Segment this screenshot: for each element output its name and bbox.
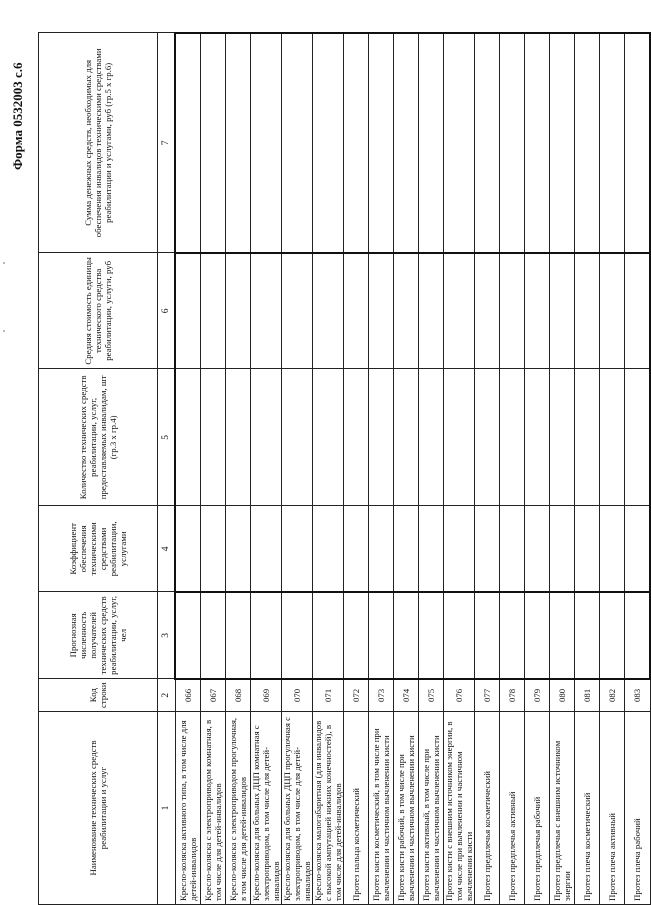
row-code: 073 <box>369 679 394 712</box>
input-cell-col3[interactable] <box>525 592 550 679</box>
input-cell-col6[interactable] <box>600 253 625 369</box>
input-cell-col3[interactable] <box>444 592 475 679</box>
input-cell-col6[interactable] <box>444 253 475 369</box>
input-cell-col7[interactable] <box>394 33 419 253</box>
input-cell-col7[interactable] <box>201 33 226 253</box>
row-name: Протез предплечья косметический <box>475 712 500 905</box>
input-cell-col4[interactable] <box>201 506 226 592</box>
input-cell-col6[interactable] <box>226 253 251 369</box>
col-number: 1 <box>158 712 176 905</box>
input-cell-col6[interactable] <box>500 253 525 369</box>
row-code: 078 <box>500 679 525 712</box>
input-cell-col6[interactable] <box>525 253 550 369</box>
input-cell-col6[interactable] <box>313 253 344 369</box>
input-cell-col3[interactable] <box>419 592 444 679</box>
input-cell-col3[interactable] <box>575 592 600 679</box>
input-cell-col3[interactable] <box>344 592 369 679</box>
input-cell-col7[interactable] <box>500 33 525 253</box>
scan-speck <box>3 330 5 332</box>
table-row <box>475 33 500 905</box>
row-code: 067 <box>201 679 226 712</box>
row-name: Протез плеча активный <box>600 712 625 905</box>
header-code: Код строки <box>39 679 158 712</box>
input-cell-col7[interactable] <box>600 33 625 253</box>
input-cell-col5[interactable] <box>369 369 394 506</box>
row-name: Кресло-коляска малогабаритная (для инвалидов с высокой ампутацией нижних конечностей), в том числе для детей-инвалидов <box>313 712 344 905</box>
row-name: Кресло-коляска активного типа, в том числе для детей-инвалидов <box>175 712 201 905</box>
row-name: Протез плеча рабочий <box>625 712 651 905</box>
input-cell-col7[interactable] <box>175 33 201 253</box>
input-cell-col3[interactable] <box>226 592 251 679</box>
input-cell-col6[interactable] <box>369 253 394 369</box>
input-cell-col6[interactable] <box>175 253 201 369</box>
row-name: Протез кисти косметический, в том числе при вычленении и частичном вычленении кисти <box>369 712 394 905</box>
input-cell-col7[interactable] <box>369 33 394 253</box>
input-cell-col3[interactable] <box>625 592 651 679</box>
table-row <box>444 33 475 905</box>
table-row <box>201 33 226 905</box>
input-cell-col7[interactable] <box>419 33 444 253</box>
input-cell-col5[interactable] <box>625 369 651 506</box>
table-row <box>550 33 575 905</box>
input-cell-col6[interactable] <box>625 253 651 369</box>
table-row <box>251 33 282 905</box>
input-cell-col6[interactable] <box>394 253 419 369</box>
input-cell-col5[interactable] <box>394 369 419 506</box>
input-cell-col7[interactable] <box>251 33 282 253</box>
row-code: 066 <box>175 679 201 712</box>
input-cell-col3[interactable] <box>394 592 419 679</box>
row-name: Кресло-коляска для больных ДЦП прогулочная с электроприводом, в том числе для детей-инвалидов <box>282 712 313 905</box>
input-cell-col7[interactable] <box>282 33 313 253</box>
row-code: 069 <box>251 679 282 712</box>
input-cell-col5[interactable] <box>419 369 444 506</box>
input-cell-col4[interactable] <box>394 506 419 592</box>
row-code: 072 <box>344 679 369 712</box>
table-row <box>625 33 651 905</box>
input-cell-col6[interactable] <box>475 253 500 369</box>
input-cell-col7[interactable] <box>226 33 251 253</box>
input-cell-col4[interactable] <box>575 506 600 592</box>
input-cell-col4[interactable] <box>525 506 550 592</box>
input-cell-col5[interactable] <box>575 369 600 506</box>
row-code: 070 <box>282 679 313 712</box>
table-row <box>575 33 600 905</box>
row-code: 077 <box>475 679 500 712</box>
input-cell-col4[interactable] <box>226 506 251 592</box>
input-cell-col4[interactable] <box>344 506 369 592</box>
input-cell-col7[interactable] <box>550 33 575 253</box>
row-name: Протез предплечья активный <box>500 712 525 905</box>
col-number: 2 <box>158 679 176 712</box>
input-cell-col3[interactable] <box>600 592 625 679</box>
col-number: 5 <box>158 369 176 506</box>
row-code: 074 <box>394 679 419 712</box>
input-cell-col3[interactable] <box>475 592 500 679</box>
input-cell-col7[interactable] <box>344 33 369 253</box>
row-code: 079 <box>525 679 550 712</box>
input-cell-col4[interactable] <box>282 506 313 592</box>
input-cell-col5[interactable] <box>344 369 369 506</box>
input-cell-col7[interactable] <box>525 33 550 253</box>
input-cell-col5[interactable] <box>525 369 550 506</box>
input-cell-col6[interactable] <box>419 253 444 369</box>
row-code: 082 <box>600 679 625 712</box>
input-cell-col5[interactable] <box>226 369 251 506</box>
header-c4: Коэффициент обеспечения техническими средствами реабилитации, услугами <box>39 506 158 592</box>
input-cell-col5[interactable] <box>251 369 282 506</box>
input-cell-col5[interactable] <box>500 369 525 506</box>
input-cell-col6[interactable] <box>282 253 313 369</box>
input-cell-col3[interactable] <box>550 592 575 679</box>
row-code: 080 <box>550 679 575 712</box>
col-number: 3 <box>158 592 176 679</box>
input-cell-col4[interactable] <box>550 506 575 592</box>
input-cell-col5[interactable] <box>175 369 201 506</box>
input-cell-col4[interactable] <box>251 506 282 592</box>
scan-speck <box>3 262 5 264</box>
header-row <box>39 33 158 905</box>
input-cell-col5[interactable] <box>444 369 475 506</box>
row-name: Кресло-коляска с электроприводом комнатная, в том числе для детей-инвалидов <box>201 712 226 905</box>
input-cell-col4[interactable] <box>444 506 475 592</box>
input-cell-col7[interactable] <box>444 33 475 253</box>
header-c7: Сумма денежных средств, необходимых для обеспечения инвалидов техническими средствами реабилитации и услугами, руб (гр.5 х гр.6) <box>39 33 158 253</box>
row-name: Протез кисти активный, в том числе при вычленении и частичном вычленении кисти <box>419 712 444 905</box>
col-number: 4 <box>158 506 176 592</box>
table-row <box>175 33 201 905</box>
input-cell-col3[interactable] <box>251 592 282 679</box>
input-cell-col7[interactable] <box>575 33 600 253</box>
input-cell-col3[interactable] <box>201 592 226 679</box>
input-cell-col4[interactable] <box>175 506 201 592</box>
input-cell-col4[interactable] <box>600 506 625 592</box>
input-cell-col5[interactable] <box>282 369 313 506</box>
input-cell-col6[interactable] <box>344 253 369 369</box>
row-name: Протез предплечья рабочий <box>525 712 550 905</box>
input-cell-col5[interactable] <box>313 369 344 506</box>
input-cell-col4[interactable] <box>419 506 444 592</box>
input-cell-col3[interactable] <box>175 592 201 679</box>
header-c6: Средняя стоимость единицы технического средства реабилитации, услуги, руб <box>39 253 158 369</box>
input-cell-col4[interactable] <box>475 506 500 592</box>
input-cell-col4[interactable] <box>313 506 344 592</box>
row-code: 075 <box>419 679 444 712</box>
input-cell-col4[interactable] <box>625 506 651 592</box>
table-row <box>600 33 625 905</box>
row-name: Протез предплечья с внешним источником энергии <box>550 712 575 905</box>
input-cell-col3[interactable] <box>313 592 344 679</box>
row-code: 081 <box>575 679 600 712</box>
col-number: 7 <box>158 33 176 253</box>
header-c5: Количество технических средств реабилитации, услуг, предоставляемых инвалидам, шт (гр.3 х гр.4) <box>39 369 158 506</box>
table-row <box>344 33 369 905</box>
row-name: Протез плеча косметический <box>575 712 600 905</box>
input-cell-col4[interactable] <box>369 506 394 592</box>
row-name: Протез кисти с внешним источником энергии, в том числе при вычленении и частичном вычленении кисти <box>444 712 475 905</box>
input-cell-col5[interactable] <box>201 369 226 506</box>
input-cell-col6[interactable] <box>575 253 600 369</box>
input-cell-col6[interactable] <box>550 253 575 369</box>
col-number: 6 <box>158 253 176 369</box>
row-code: 076 <box>444 679 475 712</box>
row-name: Протез пальца косметический <box>344 712 369 905</box>
row-code: 083 <box>625 679 651 712</box>
table-row <box>525 33 550 905</box>
header-c3: Прогнозная численность получателей технических средств реабилитации, услуг, чел <box>39 592 158 679</box>
table-row <box>282 33 313 905</box>
row-name: Кресло-коляска с электроприводом прогулочная, в том числе для детей-инвалидов <box>226 712 251 905</box>
input-cell-col7[interactable] <box>313 33 344 253</box>
input-cell-col3[interactable] <box>282 592 313 679</box>
row-code: 068 <box>226 679 251 712</box>
table-row <box>419 33 444 905</box>
input-cell-col6[interactable] <box>201 253 226 369</box>
input-cell-col7[interactable] <box>475 33 500 253</box>
table-row <box>394 33 419 905</box>
input-cell-col3[interactable] <box>369 592 394 679</box>
input-cell-col3[interactable] <box>500 592 525 679</box>
column-number-row <box>158 33 176 905</box>
input-cell-col6[interactable] <box>251 253 282 369</box>
table-row <box>500 33 525 905</box>
rehab-means-table <box>38 32 651 905</box>
input-cell-col5[interactable] <box>475 369 500 506</box>
row-name: Кресло-коляска для больных ДЦП комнатная с электроприводом, в том числе для детей-инвалидов <box>251 712 282 905</box>
table-row <box>226 33 251 905</box>
form-title: Форма 0532003 с.6 <box>10 62 25 170</box>
header-name: Наименование технических средств реабилитации и услуг <box>39 712 158 905</box>
input-cell-col7[interactable] <box>625 33 651 253</box>
row-name: Протез кисти рабочий, в том числе при вычленении и частичном вычленении кисти <box>394 712 419 905</box>
input-cell-col5[interactable] <box>600 369 625 506</box>
input-cell-col5[interactable] <box>550 369 575 506</box>
row-code: 071 <box>313 679 344 712</box>
table-row <box>369 33 394 905</box>
input-cell-col4[interactable] <box>500 506 525 592</box>
table-row <box>313 33 344 905</box>
